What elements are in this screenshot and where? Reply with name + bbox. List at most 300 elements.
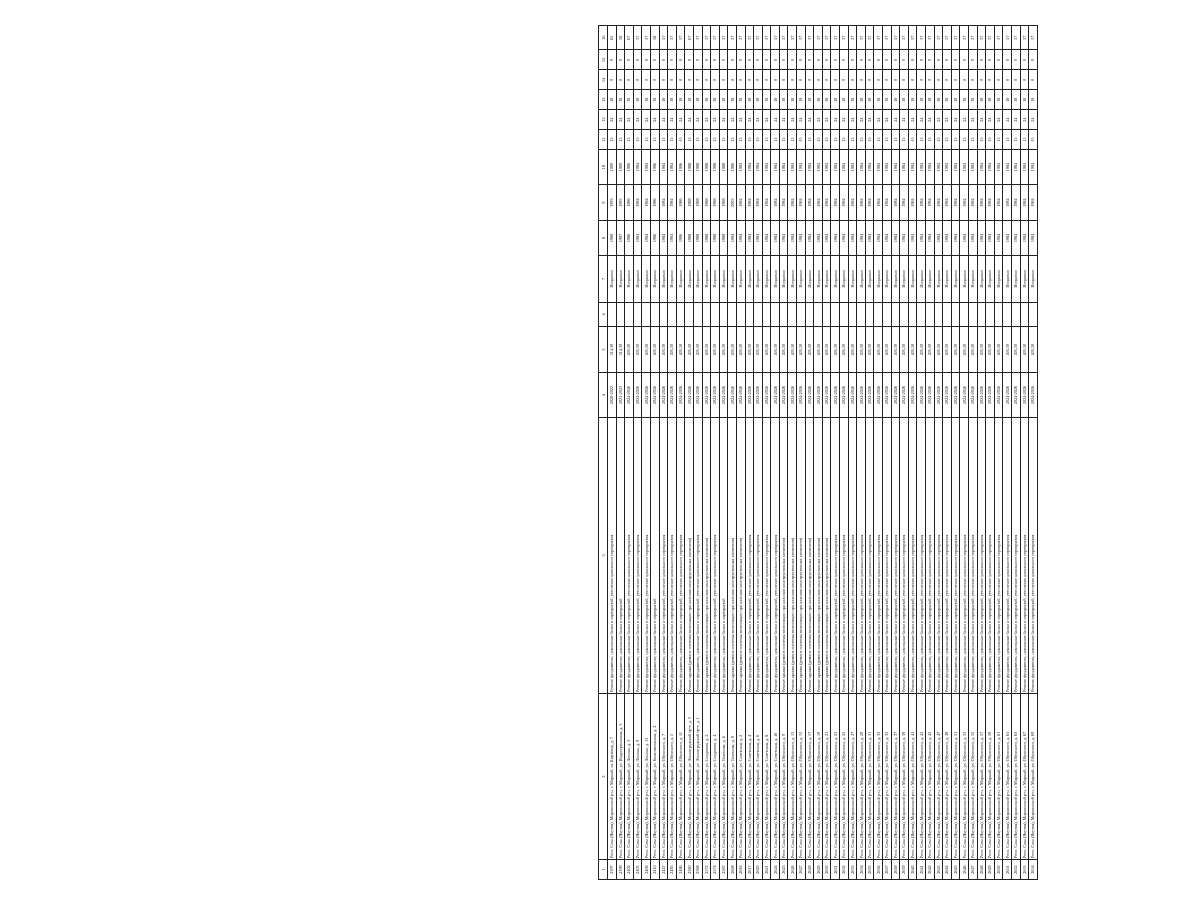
cell-addr: Респ. Саха (Якутия), Мирнинский р-н, г. Мирный, ул. Ойунского, д. 57 xyxy=(977,694,986,860)
cell-sub xyxy=(968,302,977,326)
cell-addr: Респ. Саха (Якутия), Мирнинский р-н, г. Мирный, ул. Солдатова, д. 4 xyxy=(711,694,720,860)
cell-c8: 1988 xyxy=(608,220,617,255)
cell-cost: 405,30 xyxy=(728,326,737,372)
cell-c11: 15 xyxy=(1003,130,1012,150)
cell-c9: 1984 xyxy=(1003,185,1012,220)
cell-work: Ремонт фундамента, цокольные балки и перекрытий, утепление цокольного перекрытия xyxy=(857,417,866,694)
cell-c9: 1988 xyxy=(711,185,720,220)
cell-c11: 15 xyxy=(968,130,977,150)
cell-c15: 0 xyxy=(719,50,728,70)
cell-c9: 1988 xyxy=(693,185,702,220)
cell-c8: 1986 xyxy=(650,220,659,255)
cell-num: 2643 xyxy=(934,860,943,880)
cell-c15: 0 xyxy=(857,50,866,70)
cell-c14: 0 xyxy=(719,70,728,90)
header-number-cell: 3 xyxy=(599,417,608,694)
cell-c16: 57 xyxy=(676,26,685,50)
cell-c7: Исправно xyxy=(642,256,651,302)
cell-c12: 24 xyxy=(831,110,840,130)
cell-addr: Респ. Саха (Якутия), Мирнинский р-н, г. Мирный, ул. Советская, д. 2 xyxy=(736,694,745,860)
cell-c10: 1984 xyxy=(1029,149,1038,184)
cell-c8: 1984 xyxy=(917,220,926,255)
table-row xyxy=(711,26,720,880)
table-row xyxy=(960,26,969,880)
cell-c8: 1984 xyxy=(840,220,849,255)
cell-num: 2587 xyxy=(719,860,728,880)
cell-period: 2024-2026 xyxy=(900,373,909,417)
cell-sub xyxy=(659,302,668,326)
table-row xyxy=(831,26,840,880)
cell-period: 2024-2026 xyxy=(693,373,702,417)
cell-c10: 1984 xyxy=(831,149,840,184)
cell-c11: 15 xyxy=(659,130,668,150)
cell-c16: 57 xyxy=(822,26,831,50)
cell-c10: 1984 xyxy=(1011,149,1020,184)
cell-c13: 18 xyxy=(642,90,651,110)
cell-cost: 405,30 xyxy=(986,326,995,372)
cell-work: Ремонт фундамента, цокольные балки и перекрытий, утепление цокольного перекрытия xyxy=(1029,417,1038,694)
cell-c9: 1988 xyxy=(685,185,694,220)
cell-c9: 1988 xyxy=(719,185,728,220)
cell-period: 2024-2026 xyxy=(762,373,771,417)
cell-c11: 15 xyxy=(934,130,943,150)
cell-cost: 405,30 xyxy=(840,326,849,372)
cell-c12: 24 xyxy=(986,110,995,130)
cell-c7: Исправно xyxy=(1011,256,1020,302)
cell-period: 2024-2026 xyxy=(633,373,642,417)
cell-num: 2645 xyxy=(951,860,960,880)
cell-c13: 18 xyxy=(977,90,986,110)
cell-addr: Респ. Саха (Якутия), Мирнинский р-н, г. Мирный, ул. Тихонова, д. 8 xyxy=(728,694,737,860)
cell-c10: 1986 xyxy=(676,149,685,184)
cell-c14: 0 xyxy=(762,70,771,90)
header-number-cell: 2 xyxy=(599,694,608,860)
cell-cost: 514,30 xyxy=(616,326,625,372)
cell-c10: 1984 xyxy=(951,149,960,184)
cell-c15: 0 xyxy=(977,50,986,70)
cell-c13: 18 xyxy=(728,90,737,110)
cell-cost: 405,30 xyxy=(968,326,977,372)
cell-c11: 15 xyxy=(805,130,814,150)
cell-c7: Исправно xyxy=(917,256,926,302)
cell-sub xyxy=(779,302,788,326)
cell-c13: 18 xyxy=(608,90,617,110)
cell-c13: 18 xyxy=(814,90,823,110)
cell-addr: Респ. Саха (Якутия), Мирнинский р-н, г. Мирный, ул. Советская, д. 8 xyxy=(762,694,771,860)
cell-c15: 0 xyxy=(736,50,745,70)
rotated-table-wrapper xyxy=(598,25,1193,880)
cell-c14: 0 xyxy=(986,70,995,90)
cell-c15: 0 xyxy=(951,50,960,70)
cell-c12: 24 xyxy=(977,110,986,130)
cell-c14: 0 xyxy=(616,70,625,90)
cell-sub xyxy=(642,302,651,326)
cell-c7: Исправно xyxy=(883,256,892,302)
cell-cost: 405,30 xyxy=(676,326,685,372)
cell-period: 2024-2026 xyxy=(986,373,995,417)
cell-sub xyxy=(857,302,866,326)
cell-c15: 0 xyxy=(805,50,814,70)
cell-c9: 1984 xyxy=(1011,185,1020,220)
cell-c12: 24 xyxy=(891,110,900,130)
cell-num: 2647 xyxy=(968,860,977,880)
cell-c8: 1984 xyxy=(642,220,651,255)
cell-work: Ремонт фундамента, цокольные балки и перекрытий, утепление цокольного перекрытия xyxy=(762,417,771,694)
cell-c16: 57 xyxy=(891,26,900,50)
cell-period: 2024-2026 xyxy=(891,373,900,417)
cell-c12: 24 xyxy=(865,110,874,130)
cell-c16: 57 xyxy=(642,26,651,50)
cell-c8: 1984 xyxy=(754,220,763,255)
cell-c14: 0 xyxy=(891,70,900,90)
cell-c12: 24 xyxy=(1003,110,1012,130)
cell-c9: 1984 xyxy=(822,185,831,220)
cell-addr: Респ. Саха (Якутия), Мирнинский р-н, г. Мирный, ул. Ойунского, д. 53 xyxy=(960,694,969,860)
cell-addr: Респ. Саха (Якутия), Мирнинский р-н, г. Мирный, ул. Ойунского, д. 49 xyxy=(943,694,952,860)
cell-c15: 0 xyxy=(943,50,952,70)
cell-c13: 18 xyxy=(951,90,960,110)
cell-cost: 405,30 xyxy=(1011,326,1020,372)
cell-c9: 1984 xyxy=(943,185,952,220)
cell-c13: 18 xyxy=(891,90,900,110)
cell-work: Ремонт фундамента, цокольные балки и перекрытий, утепление цокольного перекрытия xyxy=(968,417,977,694)
cell-c16: 57 xyxy=(788,26,797,50)
cell-c13: 18 xyxy=(745,90,754,110)
cell-c11: 15 xyxy=(977,130,986,150)
cell-cost: 405,30 xyxy=(977,326,986,372)
cell-c16: 57 xyxy=(900,26,909,50)
cell-c8: 1984 xyxy=(736,220,745,255)
cell-c15: 0 xyxy=(625,50,634,70)
cell-cost: 514,30 xyxy=(608,326,617,372)
cell-period: 2024-2026 xyxy=(831,373,840,417)
table-body xyxy=(608,26,1038,880)
cell-work: Ремонт фундамента, цокольные балки и перекрытий xyxy=(650,417,659,694)
cell-c7: Исправно xyxy=(1003,256,1012,302)
cell-c7: Исправно xyxy=(848,256,857,302)
cell-sub xyxy=(719,302,728,326)
cell-period: 2024-2026 xyxy=(659,373,668,417)
cell-c8: 1984 xyxy=(805,220,814,255)
cell-c14: 0 xyxy=(840,70,849,90)
cell-cost: 405,30 xyxy=(745,326,754,372)
table-row xyxy=(633,26,642,880)
table-row xyxy=(762,26,771,880)
cell-c13: 18 xyxy=(968,90,977,110)
cell-addr: Респ. Саха (Якутия), Мирнинский р-н, г. Мирный, ш. Кирзавод, д. 7 xyxy=(608,694,617,860)
cell-c10: 1989 xyxy=(616,149,625,184)
cell-cost: 405,30 xyxy=(908,326,917,372)
cell-work: Ремонт фундамента, цокольные балки и перекрытий, утепление цокольного перекрытия xyxy=(986,417,995,694)
cell-c12: 24 xyxy=(642,110,651,130)
cell-c10: 1984 xyxy=(668,149,677,184)
cell-cost: 405,30 xyxy=(711,326,720,372)
cell-addr: Респ. Саха (Якутия), Мирнинский р-н, г. Мирный, ул. Ленина, д. 11 xyxy=(642,694,651,860)
cell-c13: 18 xyxy=(719,90,728,110)
cell-c15: 0 xyxy=(668,50,677,70)
cell-num: 2408 xyxy=(642,860,651,880)
cell-c9: 1984 xyxy=(1029,185,1038,220)
cell-c7: Исправно xyxy=(719,256,728,302)
cell-c12: 24 xyxy=(728,110,737,130)
cell-num: 2572 xyxy=(702,860,711,880)
cell-addr: Респ. Саха (Якутия), Мирнинский р-н, г. Мирный, ул. Ойунского, д. 43 xyxy=(917,694,926,860)
cell-c16: 57 xyxy=(805,26,814,50)
cell-c7: Исправно xyxy=(960,256,969,302)
cell-sub xyxy=(994,302,1003,326)
cell-work: Ремонт фундамента, цокольные балки и перекрытий, утепление цокольного перекрытия xyxy=(745,417,754,694)
cell-c11: 15 xyxy=(814,130,823,150)
cell-cost: 405,30 xyxy=(1029,326,1038,372)
cell-work: Ремонт крыши (ремонт системы вентиляции при наличии конструктивных элементов) xyxy=(736,417,745,694)
cell-addr: Респ. Саха (Якутия), Мирнинский р-н, г. Мирный, ул. Ойунского, д. 65 xyxy=(1011,694,1020,860)
header-number-cell: 5 xyxy=(599,326,608,372)
cell-c10: 1984 xyxy=(848,149,857,184)
cell-c11: 15 xyxy=(650,130,659,150)
cell-period: 2024-2026 xyxy=(771,373,780,417)
cell-c10: 1984 xyxy=(865,149,874,184)
cell-c16: 57 xyxy=(925,26,934,50)
cell-c13: 18 xyxy=(934,90,943,110)
cell-c13: 18 xyxy=(831,90,840,110)
cell-c12: 24 xyxy=(762,110,771,130)
cell-work: Ремонт фундамента, цокольные балки и перекрытий, утепление цокольного перекрытия xyxy=(840,417,849,694)
header-number-cell: 10 xyxy=(599,149,608,184)
cell-sub xyxy=(840,302,849,326)
cell-c9: 1984 xyxy=(1020,185,1029,220)
cell-c14: 0 xyxy=(908,70,917,90)
cell-c9: 1984 xyxy=(951,185,960,220)
cell-c14: 0 xyxy=(668,70,677,90)
cell-c11: 15 xyxy=(831,130,840,150)
cell-num: 2644 xyxy=(943,860,952,880)
cell-c11: 15 xyxy=(711,130,720,150)
cell-c13: 18 xyxy=(625,90,634,110)
cell-c11: 15 xyxy=(891,130,900,150)
cell-addr: Респ. Саха (Якутия), Мирнинский р-н, г. Мирный, ул. Солдатова, д. 2 xyxy=(702,694,711,860)
cell-c13: 18 xyxy=(908,90,917,110)
cell-c16: 57 xyxy=(1003,26,1012,50)
cell-sub xyxy=(616,302,625,326)
cell-sub xyxy=(848,302,857,326)
cell-cost: 405,30 xyxy=(917,326,926,372)
cell-work: Ремонт фундамента, цокольные балки и перекрытий, утепление цокольного перекрытия xyxy=(1020,417,1029,694)
cell-c15: 0 xyxy=(633,50,642,70)
cell-sub xyxy=(1020,302,1029,326)
cell-c8: 1984 xyxy=(745,220,754,255)
cell-work: Ремонт фундамента, цокольные балки и перекрытий, утепление цокольного перекрытия xyxy=(831,417,840,694)
cell-c11: 15 xyxy=(1011,130,1020,150)
cell-work: Ремонт фундамента, цокольные балки и перекрытий, утепление цокольного перекрытия xyxy=(977,417,986,694)
cell-c12: 24 xyxy=(771,110,780,130)
cell-c7: Исправно xyxy=(814,256,823,302)
cell-c15: 0 xyxy=(642,50,651,70)
cell-cost: 405,30 xyxy=(805,326,814,372)
cell-num: 2642 xyxy=(925,860,934,880)
cell-c14: 0 xyxy=(1011,70,1020,90)
cell-c12: 24 xyxy=(779,110,788,130)
cell-period: 2024-2026 xyxy=(711,373,720,417)
cell-c11: 15 xyxy=(848,130,857,150)
cell-sub xyxy=(728,302,737,326)
cell-cost: 405,30 xyxy=(788,326,797,372)
table-row xyxy=(891,26,900,880)
cell-addr: Респ. Саха (Якутия), Мирнинский р-н, г. Мирный, ул. Ойунского, д. 13 xyxy=(788,694,797,860)
cell-c10: 1984 xyxy=(891,149,900,184)
cell-c9: 1984 xyxy=(754,185,763,220)
cell-c16: 57 xyxy=(728,26,737,50)
cell-c10: 1984 xyxy=(934,149,943,184)
cell-c7: Исправно xyxy=(900,256,909,302)
cell-c8: 1984 xyxy=(883,220,892,255)
cell-c8: 1988 xyxy=(693,220,702,255)
table-row xyxy=(779,26,788,880)
cell-c14: 0 xyxy=(711,70,720,90)
cell-c16: 57 xyxy=(711,26,720,50)
cell-addr: Респ. Саха (Якутия), Мирнинский р-н, г. Мирный, ул. Ойунского, д. 39 xyxy=(900,694,909,860)
cell-c13: 18 xyxy=(616,90,625,110)
cell-c8: 1984 xyxy=(900,220,909,255)
header-number-cell: 15 xyxy=(599,50,608,70)
cell-c8: 1984 xyxy=(977,220,986,255)
cell-c12: 24 xyxy=(608,110,617,130)
cell-c9: 1984 xyxy=(831,185,840,220)
cell-c8: 1984 xyxy=(633,220,642,255)
cell-num: 2560 xyxy=(685,860,694,880)
cell-num: 2640 xyxy=(908,860,917,880)
cell-work: Ремонт фундамента, цокольные балки и перекрытий, утепление цокольного перекрытия xyxy=(865,417,874,694)
cell-c15: 0 xyxy=(822,50,831,70)
cell-addr: Респ. Саха (Якутия), Мирнинский р-н, г. Мирный, ул. Ойунского, д. 23 xyxy=(831,694,840,860)
cell-c10: 1984 xyxy=(883,149,892,184)
cell-c7: Исправно xyxy=(943,256,952,302)
cell-c12: 24 xyxy=(797,110,806,130)
cell-c7: Исправно xyxy=(822,256,831,302)
table-row xyxy=(668,26,677,880)
cell-c11: 15 xyxy=(951,130,960,150)
cell-num: 2631 xyxy=(831,860,840,880)
cell-sub xyxy=(822,302,831,326)
cell-cost: 405,30 xyxy=(814,326,823,372)
cell-c8: 1986 xyxy=(676,220,685,255)
cell-c15: 0 xyxy=(685,50,694,70)
cell-sub xyxy=(1011,302,1020,326)
cell-c8: 1984 xyxy=(831,220,840,255)
cell-c7: Исправно xyxy=(693,256,702,302)
cell-c12: 24 xyxy=(745,110,754,130)
cell-c15: 0 xyxy=(891,50,900,70)
cell-c9: 1984 xyxy=(642,185,651,220)
cell-c8: 1988 xyxy=(719,220,728,255)
cell-work: Ремонт фундамента, цокольные балки и перекрытий, утепление цокольного перекрытия xyxy=(951,417,960,694)
cell-num: 2568 xyxy=(693,860,702,880)
cell-c11: 15 xyxy=(788,130,797,150)
cell-cost: 405,30 xyxy=(693,326,702,372)
cell-c15: 0 xyxy=(840,50,849,70)
cell-c10: 1988 xyxy=(711,149,720,184)
cell-num: 2641 xyxy=(917,860,926,880)
cell-cost: 405,30 xyxy=(668,326,677,372)
cell-c9: 1984 xyxy=(814,185,823,220)
cell-c8: 1988 xyxy=(711,220,720,255)
cell-c13: 18 xyxy=(960,90,969,110)
cell-c8: 1984 xyxy=(968,220,977,255)
cell-c13: 18 xyxy=(822,90,831,110)
cell-sub xyxy=(960,302,969,326)
cell-sub xyxy=(986,302,995,326)
cell-sub xyxy=(693,302,702,326)
cell-c15: 0 xyxy=(1029,50,1038,70)
cell-num: 2636 xyxy=(874,860,883,880)
cell-sub xyxy=(908,302,917,326)
cell-c7: Исправно xyxy=(650,256,659,302)
cell-num: 2632 xyxy=(840,860,849,880)
header-number-cell: 1 xyxy=(599,860,608,880)
cell-c8: 1984 xyxy=(857,220,866,255)
cell-sub xyxy=(702,302,711,326)
cell-cost: 405,30 xyxy=(779,326,788,372)
cell-c10: 1989 xyxy=(608,149,617,184)
cell-c15: 0 xyxy=(608,50,617,70)
cell-c11: 15 xyxy=(1029,130,1038,150)
cell-c13: 18 xyxy=(1003,90,1012,110)
cell-cost: 405,30 xyxy=(900,326,909,372)
cell-c15: 0 xyxy=(702,50,711,70)
cell-c8: 1984 xyxy=(779,220,788,255)
cell-addr: Респ. Саха (Якутия), Мирнинский р-н, г. Мирный, ул. Ленина, д. 3 xyxy=(625,694,634,860)
cell-period: 2024-2026 xyxy=(822,373,831,417)
cell-c12: 24 xyxy=(754,110,763,130)
cell-c12: 24 xyxy=(668,110,677,130)
cell-work: Ремонт фундамента, цокольные балки и перекрытий xyxy=(616,417,625,694)
cell-c13: 18 xyxy=(1029,90,1038,110)
cell-c7: Исправно xyxy=(986,256,995,302)
cell-c15: 0 xyxy=(874,50,883,70)
cell-cost: 405,30 xyxy=(625,326,634,372)
cell-num: 2402 xyxy=(625,860,634,880)
cell-c12: 24 xyxy=(883,110,892,130)
cell-work: Ремонт фундамента, цокольные балки и перекрытий, утепление цокольного перекрытия xyxy=(917,417,926,694)
cell-addr: Респ. Саха (Якутия), Мирнинский р-н, г. Мирный, ул. Ойунского, д. 51 xyxy=(951,694,960,860)
cell-c14: 0 xyxy=(659,70,668,90)
table-row xyxy=(608,26,617,880)
cell-c11: 15 xyxy=(754,130,763,150)
cell-c14: 0 xyxy=(728,70,737,90)
cell-c14: 0 xyxy=(745,70,754,90)
cell-work: Ремонт фундамента, цокольные балки и перекрытий, утепление цокольного перекрытия xyxy=(642,417,651,694)
cell-addr: Респ. Саха (Якутия), Мирнинский р-н, г. Мирный, ул. Ойунского, д. 55 xyxy=(968,694,977,860)
cell-c10: 1988 xyxy=(685,149,694,184)
cell-c12: 24 xyxy=(685,110,694,130)
table-row xyxy=(934,26,943,880)
cell-cost: 405,30 xyxy=(702,326,711,372)
cell-c11: 15 xyxy=(883,130,892,150)
cell-cost: 405,30 xyxy=(659,326,668,372)
cell-c12: 24 xyxy=(736,110,745,130)
cell-period: 2024-2026 xyxy=(685,373,694,417)
cell-work: Ремонт фундамента, цокольные балки и перекрытий, утепление цокольного перекрытия xyxy=(1011,417,1020,694)
cell-cost: 405,30 xyxy=(822,326,831,372)
cell-sub xyxy=(633,302,642,326)
cell-c7: Исправно xyxy=(702,256,711,302)
cell-c14: 0 xyxy=(831,70,840,90)
cell-period: 2024-2026 xyxy=(960,373,969,417)
cell-c9: 1984 xyxy=(840,185,849,220)
cell-work: Ремонт крыши (ремонт системы вентиляции при наличии конструктивных элементов) xyxy=(685,417,694,694)
cell-c15: 0 xyxy=(779,50,788,70)
cell-c10: 1984 xyxy=(900,149,909,184)
cell-period: 2024-2026 xyxy=(943,373,952,417)
